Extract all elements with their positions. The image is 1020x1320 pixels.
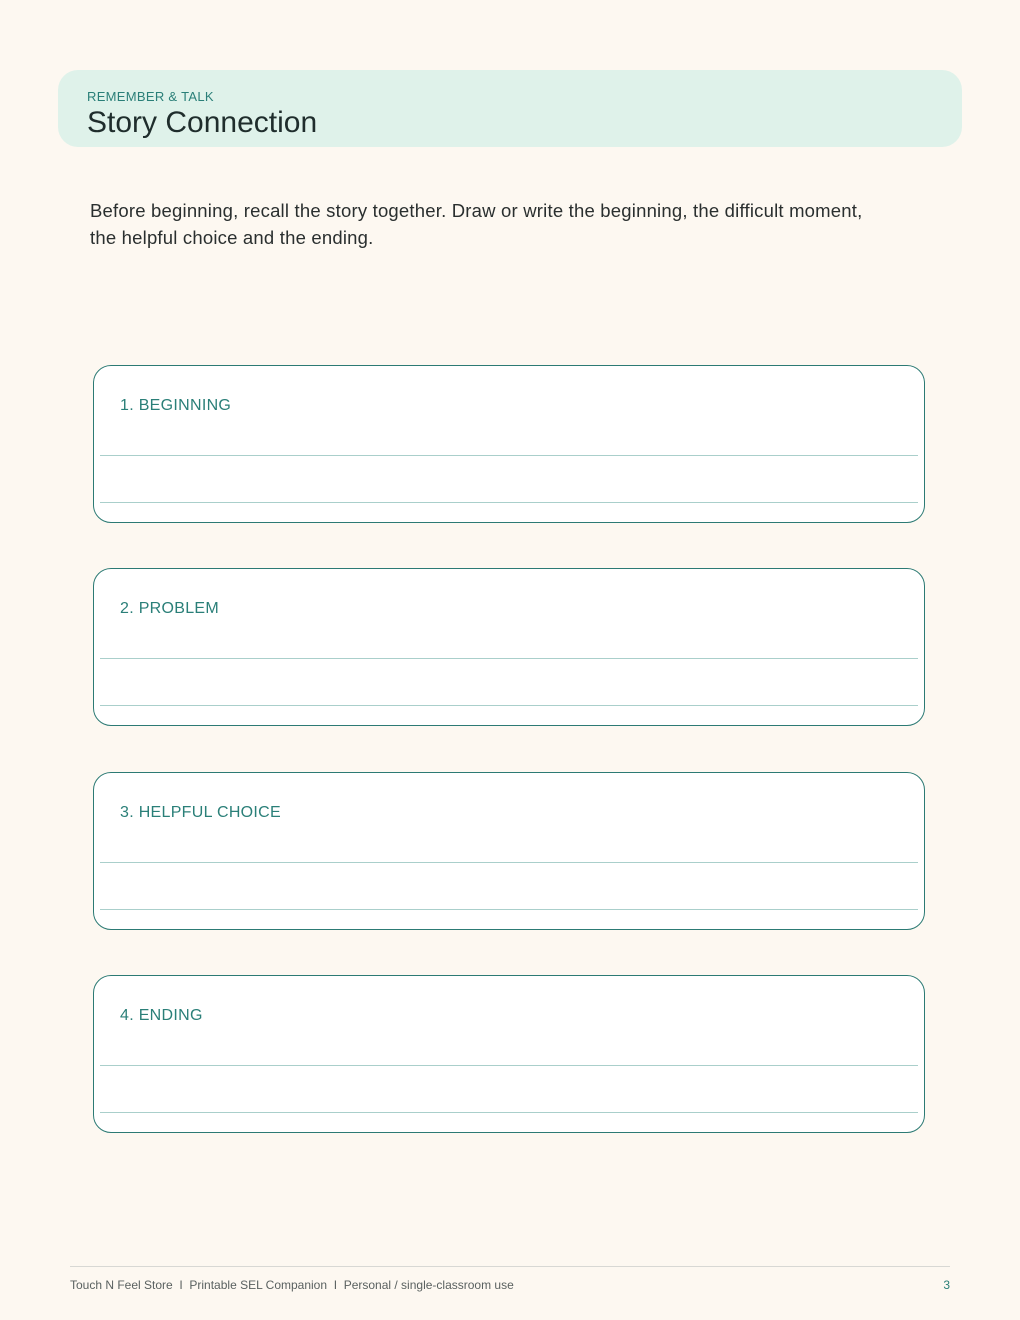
writing-box-beginning[interactable] (93, 365, 925, 523)
footer-divider (70, 1266, 950, 1267)
footer-text: Touch N Feel Store I Printable SEL Companion I Personal / single-classroom use (70, 1278, 514, 1292)
section-header (58, 70, 962, 147)
writing-line (100, 502, 918, 503)
writing-line (100, 909, 918, 910)
writing-box-ending[interactable] (93, 975, 925, 1133)
writing-line (100, 862, 918, 863)
writing-line (100, 455, 918, 456)
writing-line (100, 705, 918, 706)
section-eyebrow: REMEMBER & TALK (87, 89, 214, 104)
writing-box-label: 3. HELPFUL CHOICE (120, 804, 281, 821)
writing-line (100, 1065, 918, 1066)
instructions-text: Before beginning, recall the story together. Draw or write the beginning, the difficult moment, the helpful choice and the ending. (90, 200, 863, 248)
writing-line (100, 1112, 918, 1113)
writing-box-label: 4. ENDING (120, 1007, 203, 1024)
page-number: 3 (943, 1278, 950, 1292)
writing-box-label: 2. PROBLEM (120, 600, 220, 617)
writing-box-helpful-choice[interactable] (93, 772, 925, 930)
writing-line (100, 658, 918, 659)
page-title: Story Connection (87, 106, 318, 139)
writing-box-problem[interactable] (93, 568, 925, 726)
writing-box-label: 1. BEGINNING (120, 397, 232, 414)
